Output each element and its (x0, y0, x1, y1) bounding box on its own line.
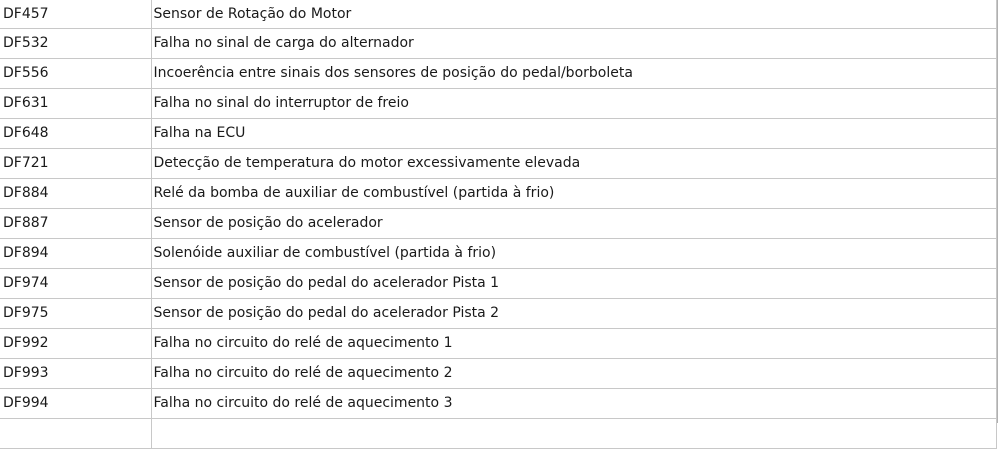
table-row[interactable] (0, 179, 996, 209)
fault-code-cell[interactable]: DF631 (0, 89, 151, 119)
table-row[interactable] (0, 0, 996, 29)
fault-description-cell[interactable]: Solenóide auxiliar de combustível (partida à frio) (151, 239, 996, 269)
fault-description-cell[interactable]: Falha no circuito do relé de aquecimento 1 (151, 329, 996, 359)
fault-description-cell[interactable]: Sensor de posição do pedal do acelerador Pista 2 (151, 299, 996, 329)
fault-code-cell[interactable]: DF887 (0, 209, 151, 239)
fault-code-cell[interactable]: DF975 (0, 299, 151, 329)
table-row[interactable] (0, 359, 996, 389)
fault-code-cell[interactable]: DF993 (0, 359, 151, 389)
fault-description-cell[interactable]: Falha no sinal do interruptor de freio (151, 89, 996, 119)
table-row[interactable] (0, 89, 996, 119)
fault-code-cell[interactable]: DF992 (0, 329, 151, 359)
table-row[interactable] (0, 29, 996, 59)
fault-description-cell[interactable]: Detecção de temperatura do motor excessivamente elevada (151, 149, 996, 179)
table-row[interactable] (0, 239, 996, 269)
fault-code-cell[interactable]: DF721 (0, 149, 151, 179)
table-row[interactable] (0, 209, 996, 239)
fault-description-cell[interactable]: Incoerência entre sinais dos sensores de posição do pedal/borboleta (151, 59, 996, 89)
table-row[interactable] (0, 299, 996, 329)
fault-description-cell[interactable]: Sensor de posição do acelerador (151, 209, 996, 239)
fault-code-cell[interactable]: DF648 (0, 119, 151, 149)
fault-description-cell[interactable]: Falha no circuito do relé de aquecimento 3 (151, 389, 996, 419)
fault-description-cell[interactable]: Relé da bomba de auxiliar de combustível (partida à frio) (151, 179, 996, 209)
fault-description-cell[interactable]: Falha no sinal de carga do alternador (151, 29, 996, 59)
fault-description-cell[interactable]: Sensor de posição do pedal do acelerador Pista 1 (151, 269, 996, 299)
table-row[interactable] (0, 269, 996, 299)
table-row[interactable] (0, 329, 996, 359)
fault-code-cell[interactable]: DF894 (0, 239, 151, 269)
table-row[interactable] (0, 149, 996, 179)
table-row-partial[interactable] (0, 419, 996, 449)
fault-description-cell[interactable]: Falha no circuito do relé de aquecimento 2 (151, 359, 996, 389)
fault-code-cell[interactable]: DF556 (0, 59, 151, 89)
fault-code-cell[interactable]: DF457 (0, 0, 151, 29)
fault-code-cell[interactable]: DF884 (0, 179, 151, 209)
fault-description-cell[interactable] (151, 419, 996, 449)
table-row[interactable] (0, 389, 996, 419)
fault-code-cell[interactable]: DF532 (0, 29, 151, 59)
fault-code-cell[interactable]: DF974 (0, 269, 151, 299)
fault-code-cell[interactable] (0, 419, 151, 449)
table-row[interactable] (0, 119, 996, 149)
fault-description-cell[interactable]: Sensor de Rotação do Motor (151, 0, 996, 29)
fault-code-cell[interactable]: DF994 (0, 389, 151, 419)
table-row[interactable] (0, 59, 996, 89)
fault-description-cell[interactable]: Falha na ECU (151, 119, 996, 149)
